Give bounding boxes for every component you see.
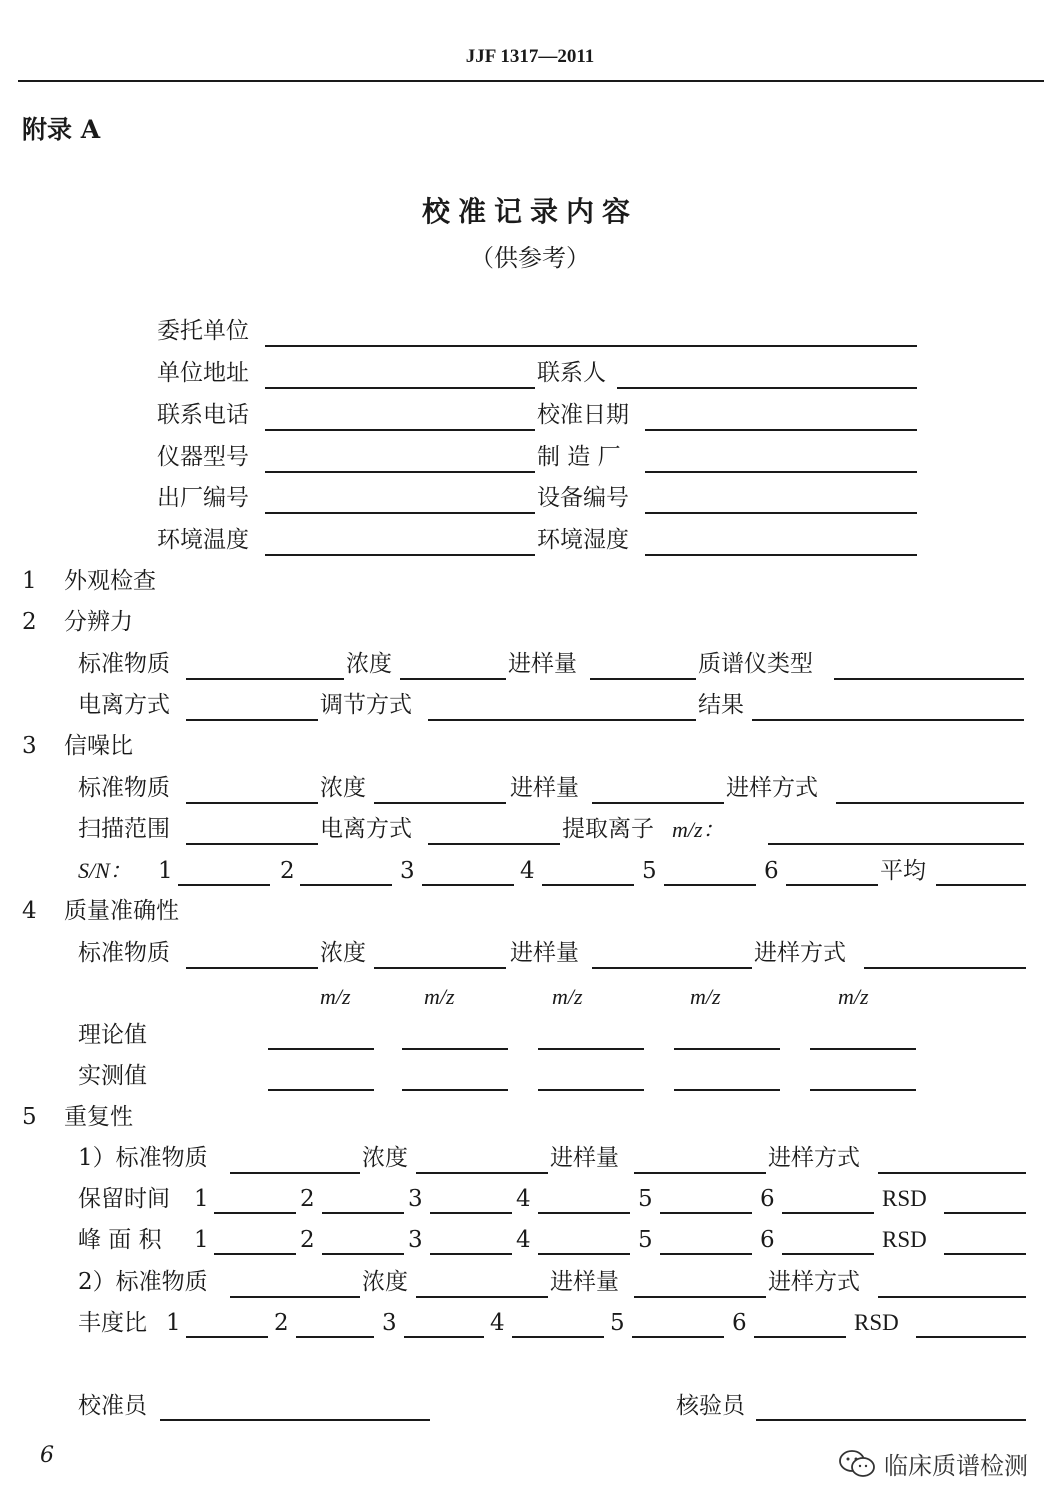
s5-p1-inj-field[interactable] xyxy=(634,1172,766,1174)
calibrator-label: 校准员 xyxy=(78,1393,147,1419)
s5-p2-label: 2）标准物质 xyxy=(78,1269,208,1295)
watermark-text: 临床质谱检测 xyxy=(884,1452,1028,1480)
phone-label: 联系电话 xyxy=(157,402,249,428)
s4-mz-col-3: m/z xyxy=(552,984,583,1009)
s4-measured-label: 实测值 xyxy=(78,1063,147,1089)
s2-inj-label: 进样量 xyxy=(508,651,577,677)
s5-area-rsd-label: RSD xyxy=(882,1227,927,1252)
s3-mz-label: m/z： xyxy=(672,817,725,842)
s5-abund-field-1[interactable] xyxy=(186,1336,268,1338)
watermark xyxy=(838,1446,1028,1481)
s5-abund-field-2[interactable] xyxy=(296,1336,374,1338)
manufacturer-field[interactable] xyxy=(645,471,917,473)
s3-sn-field-5[interactable] xyxy=(664,884,756,886)
s4-inj-mode-label: 进样方式 xyxy=(754,940,846,966)
s4-mz-col-4: m/z xyxy=(690,984,721,1009)
s3-number: 3 xyxy=(22,733,37,759)
s5-area-num-4: 4 xyxy=(516,1227,531,1253)
s5-abund-field-5[interactable] xyxy=(632,1336,724,1338)
s4-theory-field-1[interactable] xyxy=(268,1048,374,1050)
s2-std-field[interactable] xyxy=(186,678,344,680)
s5-rt-num-5: 5 xyxy=(638,1186,653,1212)
humidity-label: 环境湿度 xyxy=(537,527,629,553)
s5-abund-num-3: 3 xyxy=(382,1310,397,1336)
equip-no-field[interactable] xyxy=(645,512,917,514)
s3-scan-label: 扫描范围 xyxy=(78,816,170,842)
s5-p2-conc-field[interactable] xyxy=(416,1296,548,1298)
address-label: 单位地址 xyxy=(157,360,249,386)
s4-measured-field-4[interactable] xyxy=(674,1089,780,1091)
s3-inj-mode-label: 进样方式 xyxy=(726,775,818,801)
s5-abund-num-5: 5 xyxy=(610,1310,625,1336)
model-field[interactable] xyxy=(265,471,535,473)
s3-scan-field[interactable] xyxy=(186,843,318,845)
s4-theory-field-3[interactable] xyxy=(538,1048,644,1050)
s5-abund-num-1: 1 xyxy=(166,1310,181,1336)
s5-p1-label: 1）标准物质 xyxy=(78,1145,208,1171)
s4-theory-label: 理论值 xyxy=(78,1022,147,1048)
s2-ion-label: 电离方式 xyxy=(78,692,170,718)
model-label: 仪器型号 xyxy=(157,444,249,470)
s5-rt-rsd-field[interactable] xyxy=(944,1212,1026,1214)
s2-result-label: 结果 xyxy=(698,692,744,718)
s5-area-num-3: 3 xyxy=(408,1227,423,1253)
s3-title: 信噪比 xyxy=(64,733,133,759)
s5-abund-rsd-field[interactable] xyxy=(916,1336,1026,1338)
s5-p1-std-field[interactable] xyxy=(230,1172,360,1174)
s3-sn-num-4: 4 xyxy=(520,858,535,884)
s4-theory-field-2[interactable] xyxy=(402,1048,508,1050)
s2-ms-type-label: 质谱仪类型 xyxy=(698,651,813,677)
s5-abund-num-2: 2 xyxy=(274,1310,289,1336)
s3-sn-num-6: 6 xyxy=(764,858,779,884)
s4-measured-field-1[interactable] xyxy=(268,1089,374,1091)
s2-ms-type-field[interactable] xyxy=(834,678,1024,680)
manufacturer-label: 制 造 厂 xyxy=(537,444,621,470)
s2-conc-field[interactable] xyxy=(400,678,506,680)
s5-rt-num-6: 6 xyxy=(760,1186,775,1212)
s5-rt-label: 保留时间 xyxy=(78,1186,170,1212)
s5-area-field-4[interactable] xyxy=(538,1253,630,1255)
s5-area-num-2: 2 xyxy=(300,1227,315,1253)
s4-std-field[interactable] xyxy=(186,967,318,969)
s5-abund-rsd-label: RSD xyxy=(854,1310,899,1335)
s3-extract-label: 提取离子 xyxy=(562,816,654,842)
s4-measured-field-3[interactable] xyxy=(538,1089,644,1091)
s3-std-field[interactable] xyxy=(186,802,318,804)
s5-p1-inj-mode-field[interactable] xyxy=(878,1172,1026,1174)
client-field[interactable] xyxy=(265,345,917,347)
standard-number: JJF 1317—2011 xyxy=(465,46,595,67)
s5-p2-inj-field[interactable] xyxy=(634,1296,766,1298)
s5-p2-inj-mode-label: 进样方式 xyxy=(768,1269,860,1295)
s5-area-field-5[interactable] xyxy=(660,1253,752,1255)
s4-measured-field-2[interactable] xyxy=(402,1089,508,1091)
s4-std-label: 标准物质 xyxy=(78,940,170,966)
s4-theory-field-4[interactable] xyxy=(674,1048,780,1050)
s2-inj-field[interactable] xyxy=(590,678,696,680)
s3-sn-field-3[interactable] xyxy=(422,884,514,886)
page-number: 6 xyxy=(40,1443,54,1468)
s5-area-field-3[interactable] xyxy=(430,1253,512,1255)
s4-inj-label: 进样量 xyxy=(510,940,579,966)
s5-rt-rsd-label: RSD xyxy=(882,1186,927,1211)
s3-ion-field[interactable] xyxy=(428,843,560,845)
s1-title: 外观检查 xyxy=(64,568,156,594)
s4-title: 质量准确性 xyxy=(64,898,179,924)
s4-mz-col-5: m/z xyxy=(838,984,869,1009)
address-field[interactable] xyxy=(265,387,535,389)
s5-rt-field-5[interactable] xyxy=(660,1212,752,1214)
contact-field[interactable] xyxy=(617,387,917,389)
s3-sn-num-3: 3 xyxy=(400,858,415,884)
s2-std-label: 标准物质 xyxy=(78,651,170,677)
s5-area-field-1[interactable] xyxy=(214,1253,296,1255)
s5-rt-field-2[interactable] xyxy=(322,1212,404,1214)
s2-ion-field[interactable] xyxy=(186,719,318,721)
s5-p1-inj-label: 进样量 xyxy=(550,1145,619,1171)
s4-conc-field[interactable] xyxy=(374,967,506,969)
s4-mz-col-2: m/z xyxy=(424,984,455,1009)
humidity-field[interactable] xyxy=(645,554,917,556)
s2-number: 2 xyxy=(22,609,37,635)
s3-avg-label: 平均 xyxy=(880,858,926,884)
page-subtitle: （供参考） xyxy=(470,244,590,272)
s3-ion-label: 电离方式 xyxy=(320,816,412,842)
s3-inj-field[interactable] xyxy=(592,802,724,804)
s5-p2-std-field[interactable] xyxy=(230,1296,360,1298)
client-label: 委托单位 xyxy=(157,318,249,344)
s3-sn-num-5: 5 xyxy=(642,858,657,884)
s3-inj-label: 进样量 xyxy=(510,775,579,801)
s5-area-label: 峰 面 积 xyxy=(78,1227,162,1253)
s1-number: 1 xyxy=(22,568,37,594)
verifier-field[interactable] xyxy=(756,1419,1026,1421)
s3-sn-field-2[interactable] xyxy=(300,884,392,886)
s4-number: 4 xyxy=(22,898,37,924)
s3-conc-field[interactable] xyxy=(374,802,506,804)
appendix-label: 附录 A xyxy=(22,115,101,144)
s5-area-field-6[interactable] xyxy=(782,1253,874,1255)
s4-conc-label: 浓度 xyxy=(320,940,366,966)
s5-number: 5 xyxy=(22,1104,37,1130)
contact-label: 联系人 xyxy=(537,360,606,386)
s2-result-field[interactable] xyxy=(752,719,1024,721)
temp-label: 环境温度 xyxy=(157,527,249,553)
s5-title: 重复性 xyxy=(64,1104,133,1130)
s3-avg-field[interactable] xyxy=(936,884,1026,886)
calib-date-label: 校准日期 xyxy=(537,402,629,428)
s3-inj-mode-field[interactable] xyxy=(836,802,1024,804)
s3-conc-label: 浓度 xyxy=(320,775,366,801)
s5-area-num-5: 5 xyxy=(638,1227,653,1253)
s3-sn-field-6[interactable] xyxy=(786,884,878,886)
equip-no-label: 设备编号 xyxy=(537,485,629,511)
temp-field[interactable] xyxy=(265,554,535,556)
s5-p2-inj-label: 进样量 xyxy=(550,1269,619,1295)
s5-area-field-2[interactable] xyxy=(322,1253,404,1255)
s2-conc-label: 浓度 xyxy=(346,651,392,677)
s5-abund-label: 丰度比 xyxy=(78,1310,147,1336)
s5-rt-field-4[interactable] xyxy=(538,1212,630,1214)
s5-rt-num-4: 4 xyxy=(516,1186,531,1212)
s5-area-rsd-field[interactable] xyxy=(944,1253,1026,1255)
s5-area-num-6: 6 xyxy=(760,1227,775,1253)
serial-label: 出厂编号 xyxy=(157,485,249,511)
s5-rt-field-6[interactable] xyxy=(782,1212,874,1214)
s5-p2-inj-mode-field[interactable] xyxy=(878,1296,1026,1298)
s5-p1-inj-mode-label: 进样方式 xyxy=(768,1145,860,1171)
phone-field[interactable] xyxy=(265,429,535,431)
s5-rt-field-1[interactable] xyxy=(214,1212,296,1214)
serial-field[interactable] xyxy=(265,512,535,514)
s2-title: 分辨力 xyxy=(64,609,133,635)
page-title: 校准记录内容 xyxy=(421,195,638,228)
s4-theory-field-5[interactable] xyxy=(810,1048,916,1050)
s5-abund-field-3[interactable] xyxy=(404,1336,484,1338)
s5-rt-num-1: 1 xyxy=(194,1186,209,1212)
s5-rt-num-2: 2 xyxy=(300,1186,315,1212)
s5-rt-num-3: 3 xyxy=(408,1186,423,1212)
s5-abund-field-4[interactable] xyxy=(512,1336,604,1338)
s5-abund-num-6: 6 xyxy=(732,1310,747,1336)
wechat-icon xyxy=(838,1449,876,1479)
header-rule xyxy=(18,80,1044,82)
s4-measured-field-5[interactable] xyxy=(810,1089,916,1091)
s5-p1-conc-label: 浓度 xyxy=(362,1145,408,1171)
s3-sn-field-1[interactable] xyxy=(178,884,270,886)
verifier-label: 核验员 xyxy=(676,1393,745,1419)
s5-p2-conc-label: 浓度 xyxy=(362,1269,408,1295)
s5-abund-field-6[interactable] xyxy=(754,1336,846,1338)
s3-extract-field[interactable] xyxy=(768,843,1024,845)
s5-p1-conc-field[interactable] xyxy=(416,1172,548,1174)
s4-inj-field[interactable] xyxy=(592,967,752,969)
s2-tune-label: 调节方式 xyxy=(320,692,412,718)
s3-sn-num-1: 1 xyxy=(158,858,173,884)
s4-inj-mode-field[interactable] xyxy=(864,967,1026,969)
s2-tune-field[interactable] xyxy=(428,719,696,721)
s3-sn-num-2: 2 xyxy=(280,858,295,884)
s4-mz-col-1: m/z xyxy=(320,984,351,1009)
s5-rt-field-3[interactable] xyxy=(430,1212,512,1214)
calibrator-field[interactable] xyxy=(160,1419,430,1421)
s3-sn-field-4[interactable] xyxy=(542,884,634,886)
s5-area-num-1: 1 xyxy=(194,1227,209,1253)
s3-sn-label: S/N： xyxy=(78,858,132,883)
s5-abund-num-4: 4 xyxy=(490,1310,505,1336)
calib-date-field[interactable] xyxy=(645,429,917,431)
s3-std-label: 标准物质 xyxy=(78,775,170,801)
